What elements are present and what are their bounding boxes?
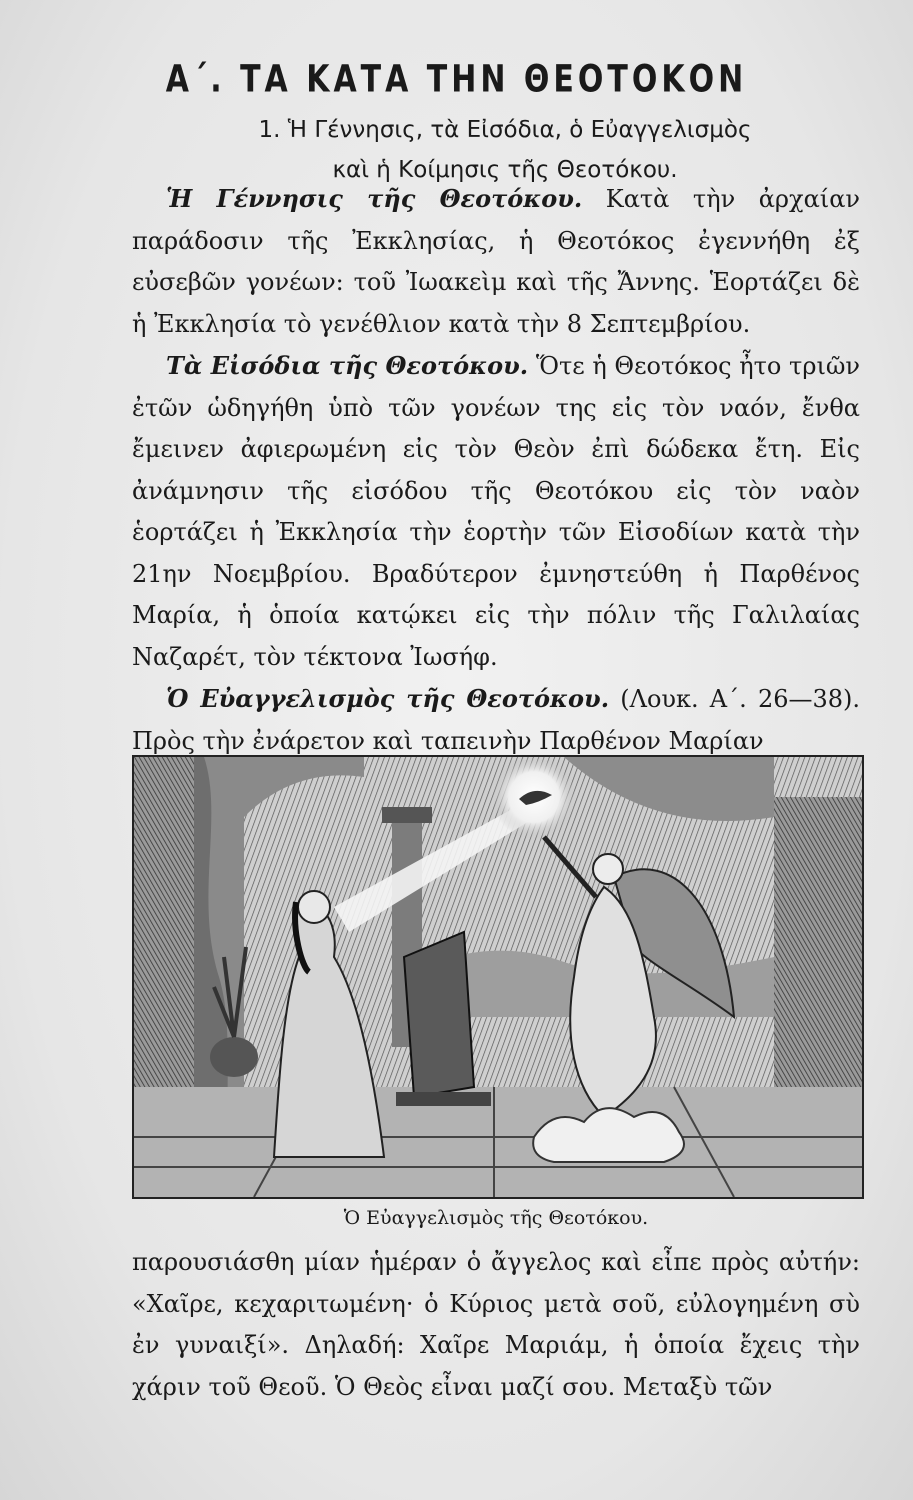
body-text-lower xyxy=(132,1242,860,1408)
paragraph-annunciation xyxy=(132,678,860,762)
paragraph-presentation xyxy=(132,345,860,678)
chapter-title: Α΄. ΤΑ ΚΑΤΑ ΤΗΝ ΘΕΟΤΟΚΟΝ xyxy=(165,57,748,102)
annunciation-engraving xyxy=(132,755,864,1199)
paragraph-heading: Τὰ Εἰσόδια τῆς Θεοτόκου. xyxy=(166,351,529,380)
paragraph-continuation: παρουσιάσθη μίαν ἡμέραν ὁ ἄγγελος καὶ εἶπε πρὸς αὐτήν: «Χαῖρε, κεχαριτωμένη· ὁ Κύριος μετὰ σοῦ, εὐλογημένη σὺ ἐν γυναιξί». Δηλαδή: Χαῖρε Μαριάμ, ἡ ὁποία ἔχεις τὴν χάριν τοῦ Θεοῦ. Ὁ Θεὸς εἶναι μαζί σου. Μεταξὺ τῶν xyxy=(132,1248,860,1401)
illustration-caption: Ὁ Εὐαγγελισμὸς τῆς Θεοτόκου. xyxy=(343,1207,649,1229)
section-heading-line-1: 1. Ἡ Γέννησις, τὰ Εἰσόδια, ὁ Εὐαγγελισμὸς xyxy=(258,117,752,143)
paragraph-text: (Λουκ. Α΄. 26—38). Πρὸς τὴν ἐνάρετον καὶ ταπεινὴν Παρθένον Μαρίαν xyxy=(132,685,861,755)
section-heading-line-2: καὶ ἡ Κοίμησις τῆς Θεοτόκου. xyxy=(332,157,678,183)
engraving-picture xyxy=(134,757,862,1197)
paragraph-text: Ὅτε ἡ Θεοτόκος ἦτο τριῶν ἐτῶν ὡδηγήθη ὑπὸ τῶν γονέων της εἰς τὸν ναόν, ἔνθα ἔμεινεν ἀφιερωμένη εἰς τὸν Θεὸν ἐπὶ δώδεκα ἔτη. Εἰς ἀνάμνησιν τῆς εἰσόδου τῆς Θεοτόκου εἰς τὸν ναὸν ἑορτάζει ἡ Ἐκκλησία τὴν ἑορτὴν τῶν Εἰσοδίων κατὰ τὴν 21ην Νοεμβρίου. Βραδύτερον ἐμνηστεύθη ἡ Παρθένος Μαρία, ἡ ὁποία κατῴκει εἰς τὴν πόλιν τῆς Γαλιλαίας Ναζαρέτ, τὸν τέκτονα Ἰωσήφ. xyxy=(132,352,861,671)
paragraph-text: Κατὰ τὴν ἀρχαίαν παράδοσιν τῆς Ἐκκλησίας, ἡ Θεοτόκος ἐγεννήθη ἐξ εὐσεβῶν γονέων: τοῦ Ἰωακεὶμ καὶ τῆς Ἄννης. Ἑορτάζει δὲ ἡ Ἐκκλησία τὸ γενέθλιον κατὰ τὴν 8 Σεπτεμβρίου. xyxy=(132,185,860,338)
body-text-upper xyxy=(132,178,860,762)
paragraph-nativity xyxy=(132,178,860,345)
paragraph-heading: Ἡ Γέννησις τῆς Θεοτόκου. xyxy=(166,184,583,213)
paragraph-heading: Ὁ Εὐαγγελισμὸς τῆς Θεοτόκου. xyxy=(166,684,610,713)
